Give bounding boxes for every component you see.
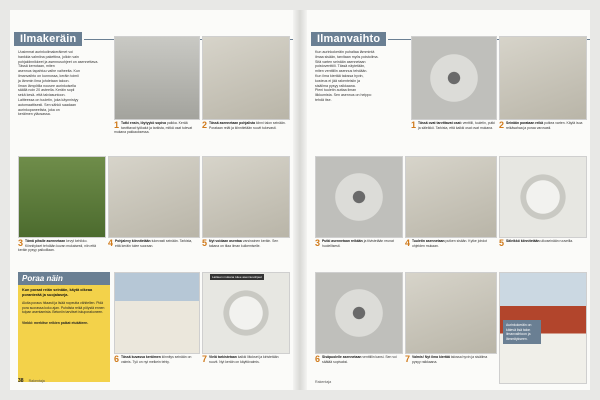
intro-line: poistoventtiili. Tässä näytetään, <box>315 64 366 69</box>
intro-line: Pieni tuuletin auttaa ilman <box>315 88 357 93</box>
photo-step-1 <box>411 36 497 120</box>
intro-line: Sitä varten seinään asennetaan <box>315 59 366 64</box>
intro-line: ilmaa sisään, tarvitaan myös poistoilma. <box>315 54 379 59</box>
intro-line: Ilman lämpötila nousee aurinkoisella <box>18 83 76 88</box>
intro-text <box>18 50 110 117</box>
intro-line: ja lämmin ilma johdetaan taloon. <box>18 78 70 83</box>
intro-line: kosteus ei jää rakenteisiin ja <box>315 78 360 83</box>
caption-step-2: 2 Tässä asennetaan pohjalista kiinni talon seinään. Porataan reiät ja kiinnitetään ruuvit tukevasti. <box>202 120 286 130</box>
photo-step-4 <box>405 156 497 238</box>
right-page <box>307 10 590 390</box>
caption-step-2: 2 Seinään porataan reikä putkea varten. Käytä isoa reikäsahaa ja poraa varovasti. <box>499 120 583 130</box>
caption-step-4: 4 Pohjalevy kiinnitetään tukevasti seinään. Tarkista, että keräin tulee suoraan. <box>108 238 193 248</box>
photo-step-4 <box>108 156 200 238</box>
intro-line: miten venttiilin asennus tehdään. <box>315 69 368 74</box>
intro-line: automaattisesti. Sen sähkö saadaan <box>18 102 76 107</box>
intro-line: asennus tapahtuu vaihe vaiheelta. Kun <box>18 69 80 74</box>
intro-line: liikkumista. Sen asennus on helppo <box>315 93 372 98</box>
intro-line: tehdä itse. <box>315 97 332 102</box>
intro-line: aurinkopaneelista, joka on <box>18 107 60 112</box>
intro-line: sekä kesä- että talviasuntoon. <box>18 93 66 98</box>
page-gutter <box>293 10 307 390</box>
caption-step-5: 5 Säleikkö kiinnitetään ulkoseinään ruuveilla. <box>499 238 574 248</box>
caption-step-1: 1 Tutki ensin, löytyykö sopiva paikka. Kerää tarvittavat työkalut ja tarkista, mitkä osat tulevat mukana pakkauksessa. <box>114 120 193 134</box>
house-caption-box: Aurinkokeräin on kätevä lisä talon ilmanvaihtoon ja lämmitykseen. <box>503 320 541 344</box>
photo-step-5 <box>202 156 290 238</box>
photo-step-2 <box>499 36 587 120</box>
intro-line: sisäilma pysyy raikkaana. <box>315 83 356 88</box>
intro-line: keräimen yläosassa. <box>18 112 51 117</box>
caption-step-4: 4 Tuuletin asennetaan putken sisään. Kytke johdot ohjeiden mukaan. <box>405 238 487 248</box>
drilling-tip-box <box>18 272 110 382</box>
photo-step-6 <box>114 272 200 354</box>
caption-step-3: 3 Tämä pihalle asennetaan kevyt kehikko. Kiinnitykset tehdään kuvan mukaisesti, niin että keräin pysyy paikoillaan. <box>18 238 97 252</box>
caption-step-3: 3 Putki asennetaan reikään ja tiivistetään reunat huolellisesti. <box>315 238 394 248</box>
intro-line: Tässä kerrotaan, miten <box>18 64 55 69</box>
tip-box-body: Aloita poraus hitaasti ja lisää nopeutta vähitellen. Pidä pora suorassa koko ajan. Puhdista reikä pölystä ennen tulpan asentamista. Betoniin tarvitset iskuporakoneen. <box>22 301 105 314</box>
left-folio: 38 Rakentaja <box>18 378 45 384</box>
product-label: Laitteen mukana tulee asennusohjeet <box>210 274 264 280</box>
section-title: Ilmakeräin <box>14 32 82 46</box>
caption-step-1: 1 Tässä ovat tarvittavat osat: venttiili, tuuletin, putki ja säleikkö. Tarkista, että kaikki osat ovat mukana. <box>411 120 495 130</box>
caption-step-5: 5 Nyt voidaan asentaa varsinainen keräin. Sen takana on tilaa ilman kulkemiselle. <box>202 238 279 248</box>
photo-step-1 <box>114 36 200 120</box>
tip-box-title: Poraa näin <box>18 272 110 285</box>
intro-line: pohjakiinnikkeet ja asennusohjeet on asennettava. <box>18 59 99 64</box>
intro-line: Kun aurinkokeräin puhaltaa lämmintä <box>315 50 375 54</box>
intro-text <box>315 50 407 103</box>
intro-line: hankkia valmiina pakettina, jolloin vain <box>18 54 79 59</box>
caption-step-7: 7 Vielä tarkistetaan kaikki liitokset ja kiristetään ruuvit. Nyt keräin on käyttövalmis. <box>202 354 279 364</box>
photo-step-3 <box>18 156 106 238</box>
photo-step-6 <box>315 272 403 354</box>
caption-step-6: 6 Tässä kuvassa keräimen kiinnitys seinään on valmis. Työ on nyt melkein tehty. <box>114 354 192 364</box>
intro-line: Laitteessa on tuuletin, joka käynnistyy <box>18 97 79 102</box>
tip-box-lead: Kun poraat reiän seinään, käytä oikeaa poranterää ja suojalaseja. <box>22 288 93 297</box>
intro-line: Kun ilma kiertää talossa hyvin, <box>315 73 364 78</box>
photo-step-7 <box>405 272 497 354</box>
photo-step-7 <box>202 272 290 354</box>
tip-box-note: Vinkki: merkitse reikien paikat etukäteen. <box>22 320 89 325</box>
right-folio: Rakentaja <box>315 380 332 384</box>
intro-line: säällä noin 20 asteella. Keräin sopii <box>18 88 75 93</box>
intro-line: ilmanvaihto on kunnossa, keräin toimii <box>18 73 79 78</box>
intro-line: Uusimmat aurinkoilmakeräimet voi <box>18 50 73 54</box>
photo-step-3 <box>315 156 403 238</box>
photo-step-2 <box>202 36 290 120</box>
section-title: Ilmanvaihto <box>311 32 386 46</box>
caption-step-7: 7 Valmis! Nyt ilma kiertää talossa hyvin ja sisäilma pysyy raikkaana. <box>405 354 488 364</box>
photo-step-5 <box>499 156 587 238</box>
caption-step-6: 6 Sisäpuolelle asennetaan venttiilin kansi. Sen voi säätää sopivaksi. <box>315 354 397 364</box>
left-page <box>10 10 293 390</box>
